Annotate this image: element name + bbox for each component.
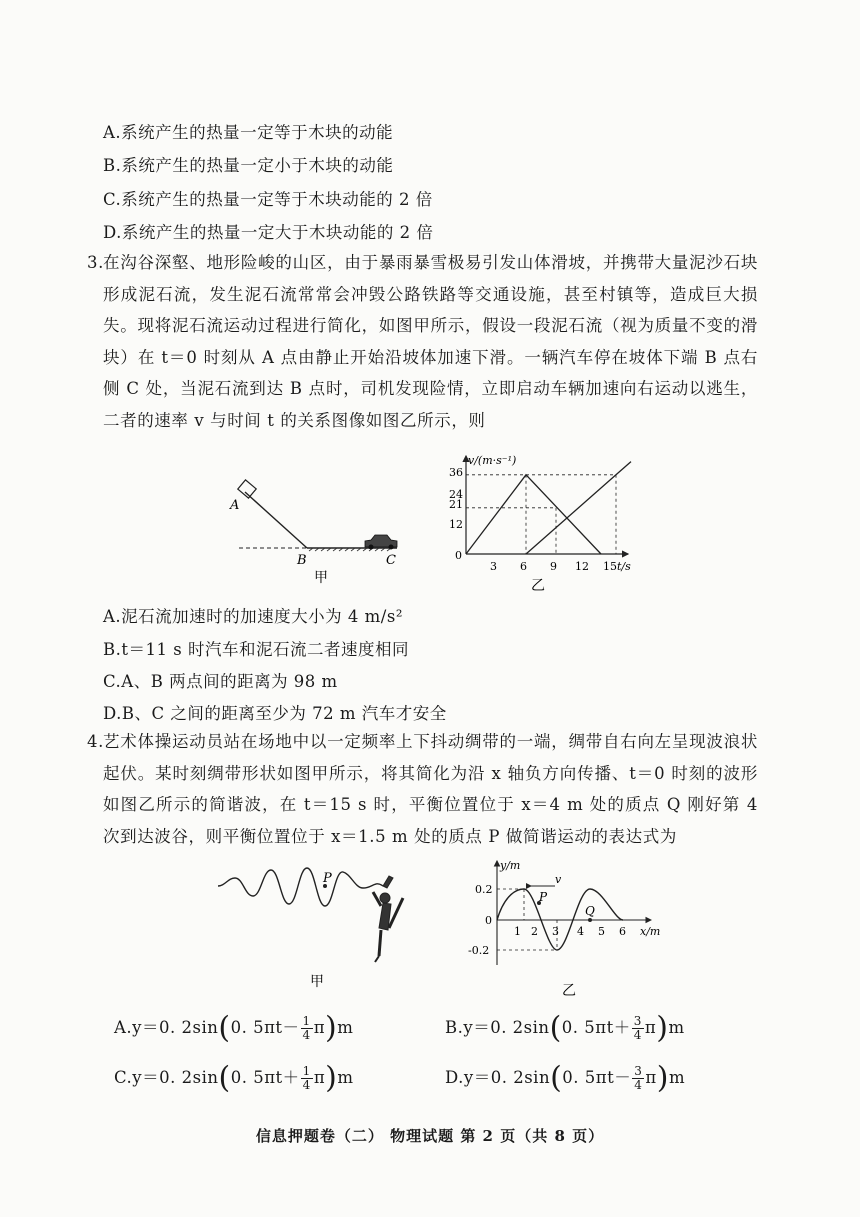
q3-vt-chart [440,450,640,595]
wave-ytick-max: 0.2 [475,883,493,896]
q3-number: 3. [87,253,104,272]
car-icon [365,535,397,550]
ribbon-label-p: P [323,871,332,886]
wave-xtick-3: 3 [552,925,559,938]
q4-figure-jia [213,858,423,998]
q4-option-b: B.y＝0. 2sin(0. 5πt＋ $\frac{3}{4}$ π)m [445,1010,685,1046]
vt-origin: 0 [455,549,462,562]
caption-jia: 甲 [314,570,328,586]
wave-ytick-min: -0.2 [468,944,490,957]
q4-stem-block [87,726,758,852]
q4-option-c: C.y＝0. 2sin(0. 5πt＋ $\frac{1}{4}$ π)m [114,1060,354,1096]
q2-option-a: A.系统产生的热量一定等于木块的动能 [103,123,394,142]
vt-xtick-15: 15 [603,560,617,573]
vt-series-line-1 [466,475,601,554]
q2-option-c: C.系统产生的热量一定等于木块动能的 2 倍 [103,190,433,209]
q4-stem: 艺术体操运动员站在场地中以一定频率上下抖动绸带的一端，绸带自右向左呈现波浪状起伏。某时刻绸带形状如图甲所示，将其简化为沿 x 轴负方向传播、t＝0 时刻的波形如图乙所示的简谐波，在 t＝15 s 时，平衡位置位于 x＝4 m 处的质点 Q 刚好第 4 次到达波谷，则平衡位置位于 x＝1.5 m 处的质点 P 做简谐运动的表达式为 [103,732,758,846]
vt-xtick-12: 12 [575,560,589,573]
vt-xtick-9: 9 [550,560,557,573]
q3-option-c: C.A、B 两点间的距离为 98 m [103,672,338,691]
wave-xtick-6: 6 [619,925,626,938]
q4-number: 4. [87,732,104,751]
gymnast-icon [373,876,403,962]
vt-series-line-2 [526,462,631,554]
q3-stem-block [87,247,758,436]
wave-label-p: P [539,890,548,904]
q4-option-a: A.y＝0. 2sin(0. 5πt－ $\frac{1}{4}$ π)m [114,1010,354,1046]
q2-option-d: D.系统产生的热量一定大于木块动能的 2 倍 [103,223,434,242]
vt-ytick-21: 21 [449,498,463,511]
q3-figure-jia [225,478,410,588]
label-b: B [297,553,307,568]
vt-ytick-36: 36 [449,466,463,479]
wave-xtick-1: 1 [514,925,521,938]
wave-xtick-2: 2 [531,925,538,938]
q3-stem: 在沟谷深壑、地形险峻的山区，由于暴雨暴雪极易引发山体滑坡，并携带大量泥沙石块形成泥石流，发生泥石流常常会冲毁公路铁路等交通设施，甚至村镇等，造成巨大损失。现将泥石流运动过程进行简化，如图甲所示，假设一段泥石流（视为质量不变的滑块）在 t＝0 时刻从 A 点由静止开始沿坡体加速下滑。一辆汽车停在坡体下端 B 点右侧 C 处，当泥石流到达 B 点时，司机发现险情，立即启动车辆加速向右运动以逃生，二者的速率 v 与时间 t 的关系图像如图乙所示，则 [103,253,758,430]
q4-wave-chart [465,855,670,1005]
vt-ytick-24: 24 [449,488,463,501]
wave-xtick-4: 4 [577,925,584,938]
wave-label-v: v [555,873,562,886]
caption-yi: 乙 [531,578,545,594]
wave-xtick-5: 5 [598,925,605,938]
wave-ylabel: y/m [500,859,521,872]
caption-yi-q4: 乙 [562,983,576,999]
q3-option-b: B.t＝11 s 时汽车和泥石流二者速度相同 [103,640,409,659]
q4-option-d: D.y＝0. 2sin(0. 5πt－ $\frac{3}{4}$ π)m [445,1060,686,1096]
q3-option-a: A.泥石流加速时的加速度大小为 4 m/s² [103,607,403,626]
wave-xlabel: x/m [640,925,661,938]
vt-ylabel: v/(m·s⁻¹) [468,454,517,467]
q2-option-b: B.系统产生的热量一定小于木块的动能 [103,156,394,175]
vt-xtick-6: 6 [520,560,527,573]
page-footer: 信息押题卷（二） 物理试题 第 2 页（共 8 页） [255,1127,605,1145]
wave-label-q: Q [585,904,595,918]
label-a: A [230,498,240,513]
vt-ytick-12: 12 [449,518,463,531]
vt-xlabel: t/s [617,560,631,573]
caption-jia-q4: 甲 [310,974,324,990]
vt-xtick-3: 3 [490,560,497,573]
wave-origin: 0 [485,914,492,927]
label-c: C [386,553,396,568]
q3-option-d: D.B、C 之间的距离至少为 72 m 汽车才安全 [103,704,447,723]
